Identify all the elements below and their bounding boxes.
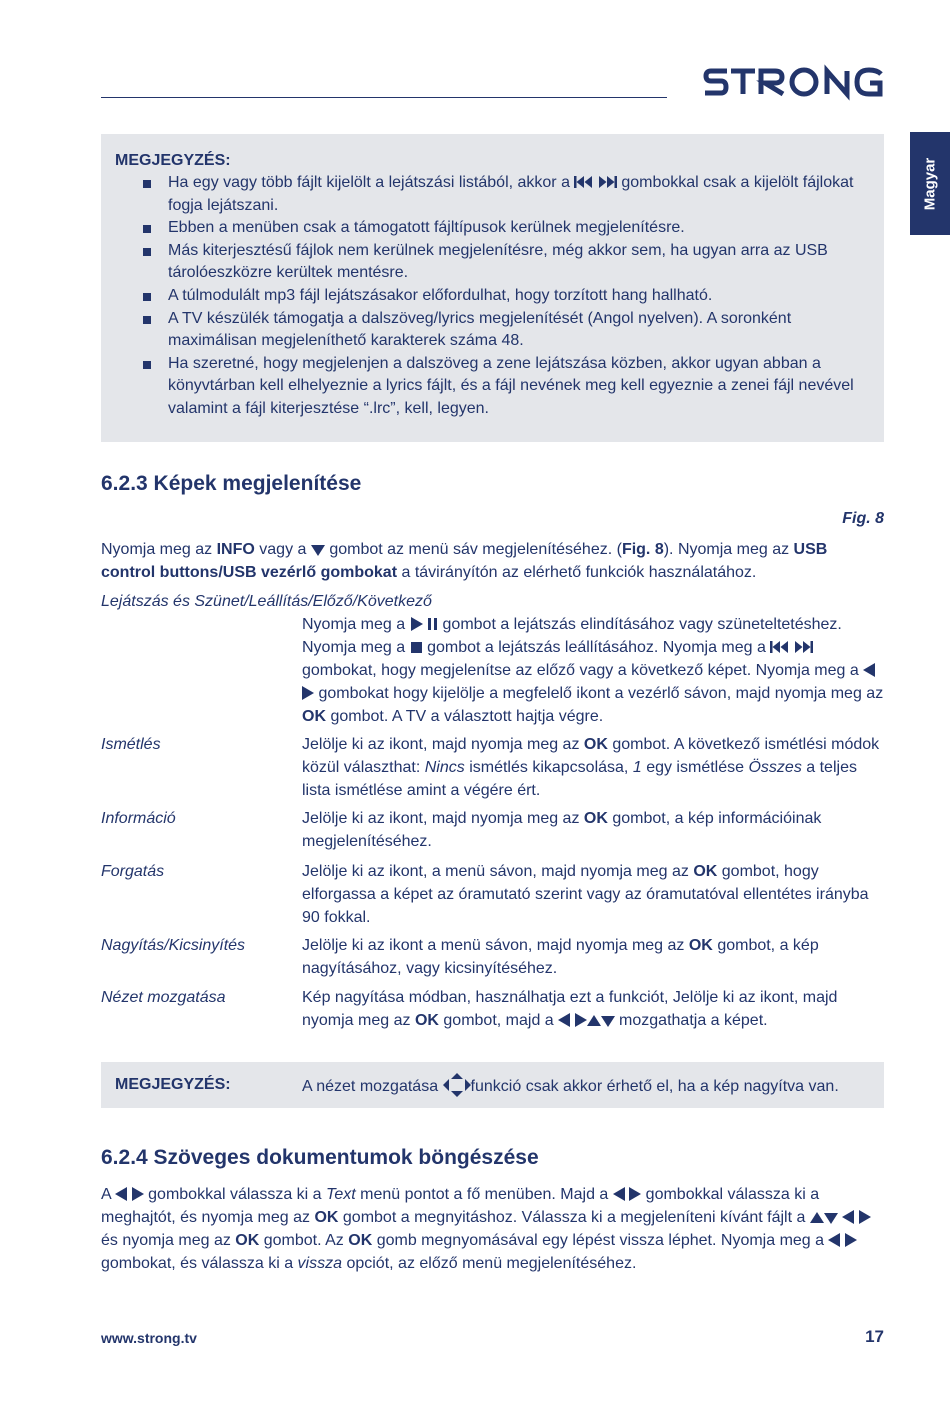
skip-prev-icon: [770, 640, 789, 654]
list-item: Ha szeretné, hogy megjelenjen a dalszöveg a zene lejátszása közben, akkor ugyan abban a könyvtárban kell elhelyeznie a lyrics fájlt, és a fájl nevének meg kell egyeznie a zenei fájl nevével valamint a fájl kiterjesztése “.lrc”, kell, legyen.: [115, 353, 870, 421]
function-label: Ismétlés: [101, 736, 161, 753]
function-description: Jelölje ki az ikont a menü sávon, majd nyomja meg az OK gombot, a kép nagyításához, vagy kicsinyítéséhez.: [302, 937, 819, 977]
arrow-left-icon: [828, 1233, 840, 1247]
arrow-down-icon: [311, 544, 325, 556]
arrow-left-icon: [613, 1187, 625, 1201]
list-item: [115, 172, 870, 217]
note-list: [115, 172, 870, 421]
page-number: 17: [865, 1327, 884, 1346]
arrow-up-icon: [587, 1015, 601, 1027]
arrow-right-icon: [302, 686, 314, 700]
language-tab: [910, 132, 950, 235]
arrow-right-icon: [629, 1187, 641, 1201]
note-text: A nézet mozgatása funkció csak akkor érhető el, ha a kép nagyítva van.: [302, 1073, 839, 1098]
intro-paragraph: Nyomja meg az INFO vagy a gombot az menü sáv megjelenítéséhez. (Fig. 8). Nyomja meg az USB control buttons/USB vezérlő gombokat a távirányítón az elérhető funkciók használatához.: [101, 541, 828, 581]
note-title: MEGJEGYZÉS:: [115, 152, 231, 169]
arrow-right-icon: [575, 1013, 587, 1027]
skip-prev-icon: [574, 175, 593, 189]
arrow-right-icon: [132, 1187, 144, 1201]
list-item: A túlmodulált mp3 fájl lejátszásakor előfordulhat, hogy torzított hang hallható.: [115, 285, 870, 308]
bullet-text: gombokkal csak a kijelölt fájlokat fogja lejátszani.: [168, 174, 854, 214]
four-way-arrows-icon: [443, 1073, 471, 1097]
play-icon: [410, 617, 423, 631]
function-description: Jelölje ki az ikont, majd nyomja meg az OK gombot, a kép információinak megjelenítéséhez.: [302, 810, 822, 850]
function-label: Forgatás: [101, 863, 165, 880]
function-description: Kép nagyítása módban, használhatja ezt a funkciót, Jelölje ki az ikont, majd nyomja meg az OK gombot, majd a mozgathatja a képet.: [302, 989, 838, 1029]
text-paragraph: A gombokkal válassza ki a Text menü pontot a fő menüben. Majd a gombokkal válassza ki a meghajtót, és nyomja meg az OK gombot a megnyitáshoz. Válassza ki a megjeleníteni kívánt fájlt a és nyomja meg az OK gombot. Az OK gomb megnyomásával egy lépést vissza léphet. Nyomja meg a gombokat, és válassza ki a vissza opciót, az előző menü megjelenítéséhez.: [101, 1183, 884, 1275]
arrow-left-icon: [842, 1210, 854, 1224]
arrow-right-icon: [845, 1233, 857, 1247]
list-item: Más kiterjesztésű fájlok nem kerülnek megjelenítésre, még akkor sem, ha ugyan arra az USB tárolóeszközre kerültek mentésre.: [115, 240, 870, 285]
function-label: Nagyítás/Kicsinyítés: [101, 937, 246, 954]
stop-icon: [410, 641, 423, 654]
function-description: Jelölje ki az ikont, majd nyomja meg az OK gombot. A következő ismétlési módok közül választhat: Nincs ismétlés kikapcsolása, 1 egy ismétlése Összes a teljes lista ismétlése amint a végére ért.: [302, 736, 880, 799]
arrow-right-icon: [859, 1210, 871, 1224]
section-heading: 6.2.4 Szöveges dokumentumok böngészése: [101, 1146, 539, 1169]
skip-next-icon: [598, 175, 617, 189]
note-box: [101, 1062, 884, 1108]
function-label: Lejátszás és Szünet/Leállítás/Előző/Következő: [101, 593, 432, 610]
strong-logo: [703, 62, 886, 104]
arrow-left-icon: [115, 1187, 127, 1201]
bullet-text: Ha egy vagy több fájlt kijelölt a lejátszási listából, akkor a: [168, 174, 570, 191]
function-description: Nyomja meg a gombot a lejátszás elindításához vagy szüneteltetéshez. Nyomja meg a gombot a lejátszás leállításához. Nyomja meg a gombokat, hogy megjelenítse az előző vagy a következő képet. Nyomja meg a gombokat hogy kijelölje a megfelelő ikont a vezérlő sávon, majd nyomja meg az OK gombot. A TV a választott hajtja végre.: [302, 616, 884, 725]
arrow-up-icon: [810, 1212, 824, 1224]
arrow-left-icon: [558, 1013, 570, 1027]
figure-ref: Fig. 8: [842, 510, 884, 527]
arrow-down-icon: [824, 1212, 838, 1224]
skip-next-icon: [794, 640, 813, 654]
function-description: Jelölje ki az ikont, a menü sávon, majd nyomja meg az OK gombot, hogy elforgassa a képet az óramutató szerint vagy az óramutatóval ellentétes irányba 90 fokkal.: [302, 863, 869, 926]
header-rule: [101, 97, 667, 98]
language-tab-label: Magyar: [921, 157, 939, 210]
list-item: Ebben a menüben csak a támogatott fájltípusok kerülnek megjelenítésre.: [115, 217, 870, 240]
footer-url[interactable]: www.strong.tv: [101, 1330, 197, 1346]
function-label: Nézet mozgatása: [101, 989, 226, 1006]
note-title: MEGJEGYZÉS:: [115, 1076, 231, 1093]
note-box: [101, 134, 884, 442]
arrow-down-icon: [601, 1015, 615, 1027]
list-item: A TV készülék támogatja a dalszöveg/lyrics megjelenítését (Angol nyelven). A soronként maximálisan megjeleníthető karakterek száma 48.: [115, 308, 870, 353]
pause-icon: [427, 617, 438, 631]
section-heading: 6.2.3 Képek megjelenítése: [101, 472, 362, 495]
arrow-left-icon: [863, 663, 875, 677]
function-label: Információ: [101, 810, 176, 827]
